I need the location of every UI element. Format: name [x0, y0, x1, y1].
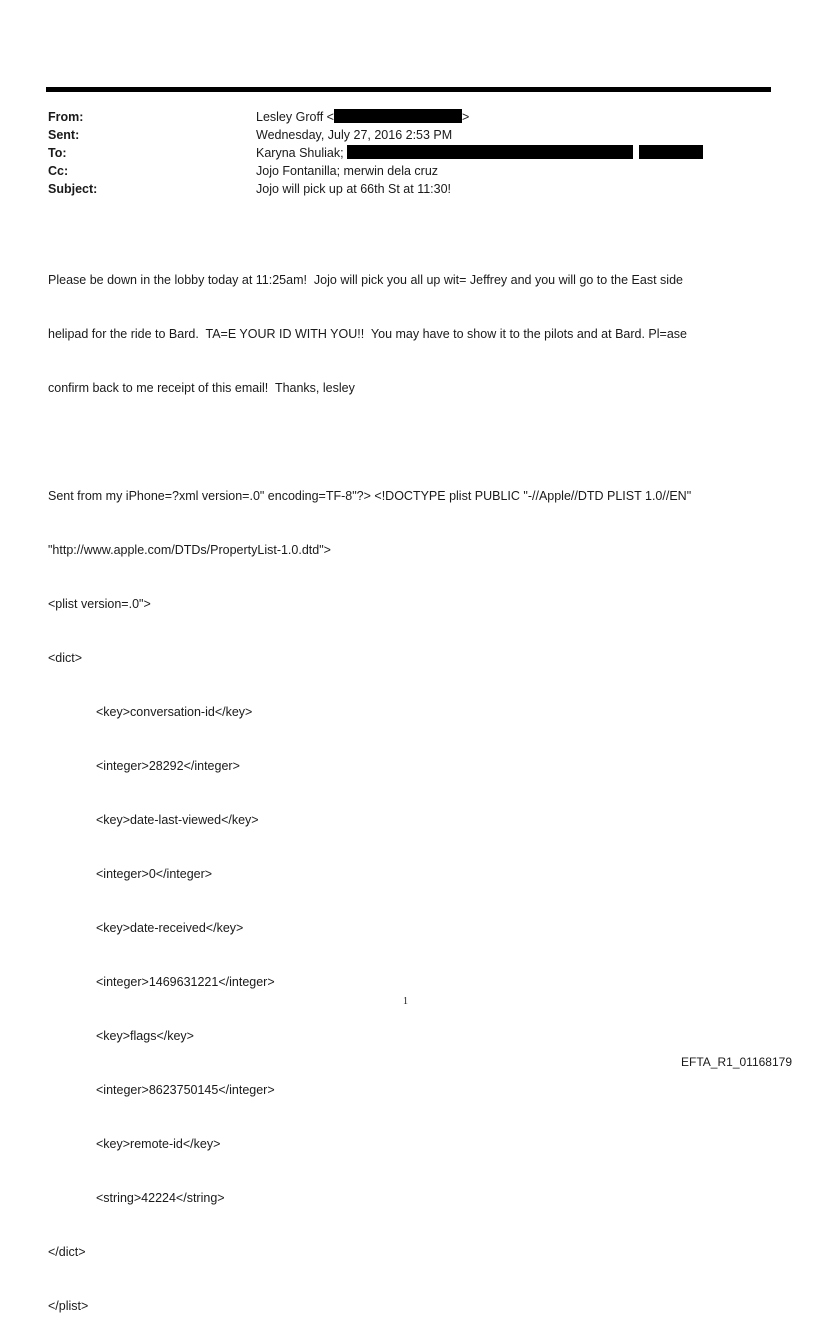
subject-label: Subject:: [48, 182, 98, 196]
cc-value: Jojo Fontanilla; merwin dela cruz: [256, 164, 439, 178]
dict-line: <integer>8623750145</integer>: [96, 1083, 275, 1097]
dict-line: <key>remote-id</key>: [96, 1137, 221, 1151]
redaction-box: [347, 145, 633, 159]
blank-line: [48, 433, 768, 451]
header-rule: [46, 87, 771, 92]
sent-value: Wednesday, July 27, 2016 2:53 PM: [256, 128, 453, 142]
plist-close: </plist>: [48, 1299, 89, 1313]
to-label: To:: [48, 146, 67, 160]
page-number: 1: [403, 996, 408, 1007]
dict-line: <integer>1469631221</integer>: [96, 975, 275, 989]
dict-line: <key>flags</key>: [96, 1029, 194, 1043]
from-suffix: >: [461, 110, 470, 124]
cc-label: Cc:: [48, 164, 69, 178]
plist-open: <plist version=.0">: [48, 597, 151, 611]
signature-line: Sent from my iPhone=?xml version=.0" encoding=TF-8"?> <!DOCTYPE plist PUBLIC "-//Apple//DTD PLIST 1.0//EN": [48, 489, 692, 503]
dict-line: <integer>0</integer>: [96, 867, 213, 881]
dict-line: <key>date-received</key>: [96, 921, 244, 935]
from-value: [256, 108, 469, 126]
dict-open: <dict>: [48, 651, 83, 665]
dict-line: <key>conversation-id</key>: [96, 705, 253, 719]
bates-number: EFTA_R1_01168179: [681, 1055, 792, 1069]
body-line: helipad for the ride to Bard. TA=E YOUR ID WITH YOU!! You may have to show it to the pilots and at Bard. Pl=ase: [48, 327, 687, 341]
redaction-box: [639, 145, 703, 159]
sent-label: Sent:: [48, 128, 80, 142]
from-label: From:: [48, 110, 84, 124]
to-value: [256, 144, 703, 162]
redaction-box: [334, 109, 462, 123]
dict-close: </dict>: [48, 1245, 86, 1259]
dict-line: <key>date-last-viewed</key>: [96, 813, 259, 827]
signature-line: "http://www.apple.com/DTDs/PropertyList-1.0.dtd">: [48, 543, 331, 557]
dict-line: <string>42224</string>: [96, 1191, 225, 1205]
email-body: [48, 235, 768, 1333]
from-name: Lesley Groff <: [256, 110, 334, 124]
subject-value: Jojo will pick up at 66th St at 11:30!: [256, 182, 452, 196]
body-line: Please be down in the lobby today at 11:25am! Jojo will pick you all up wit= Jeffrey and you will go to the East side: [48, 273, 683, 287]
body-line: confirm back to me receipt of this email! Thanks, lesley: [48, 381, 355, 395]
dict-line: <integer>28292</integer>: [96, 759, 240, 773]
to-name: Karyna Shuliak;: [256, 146, 344, 160]
